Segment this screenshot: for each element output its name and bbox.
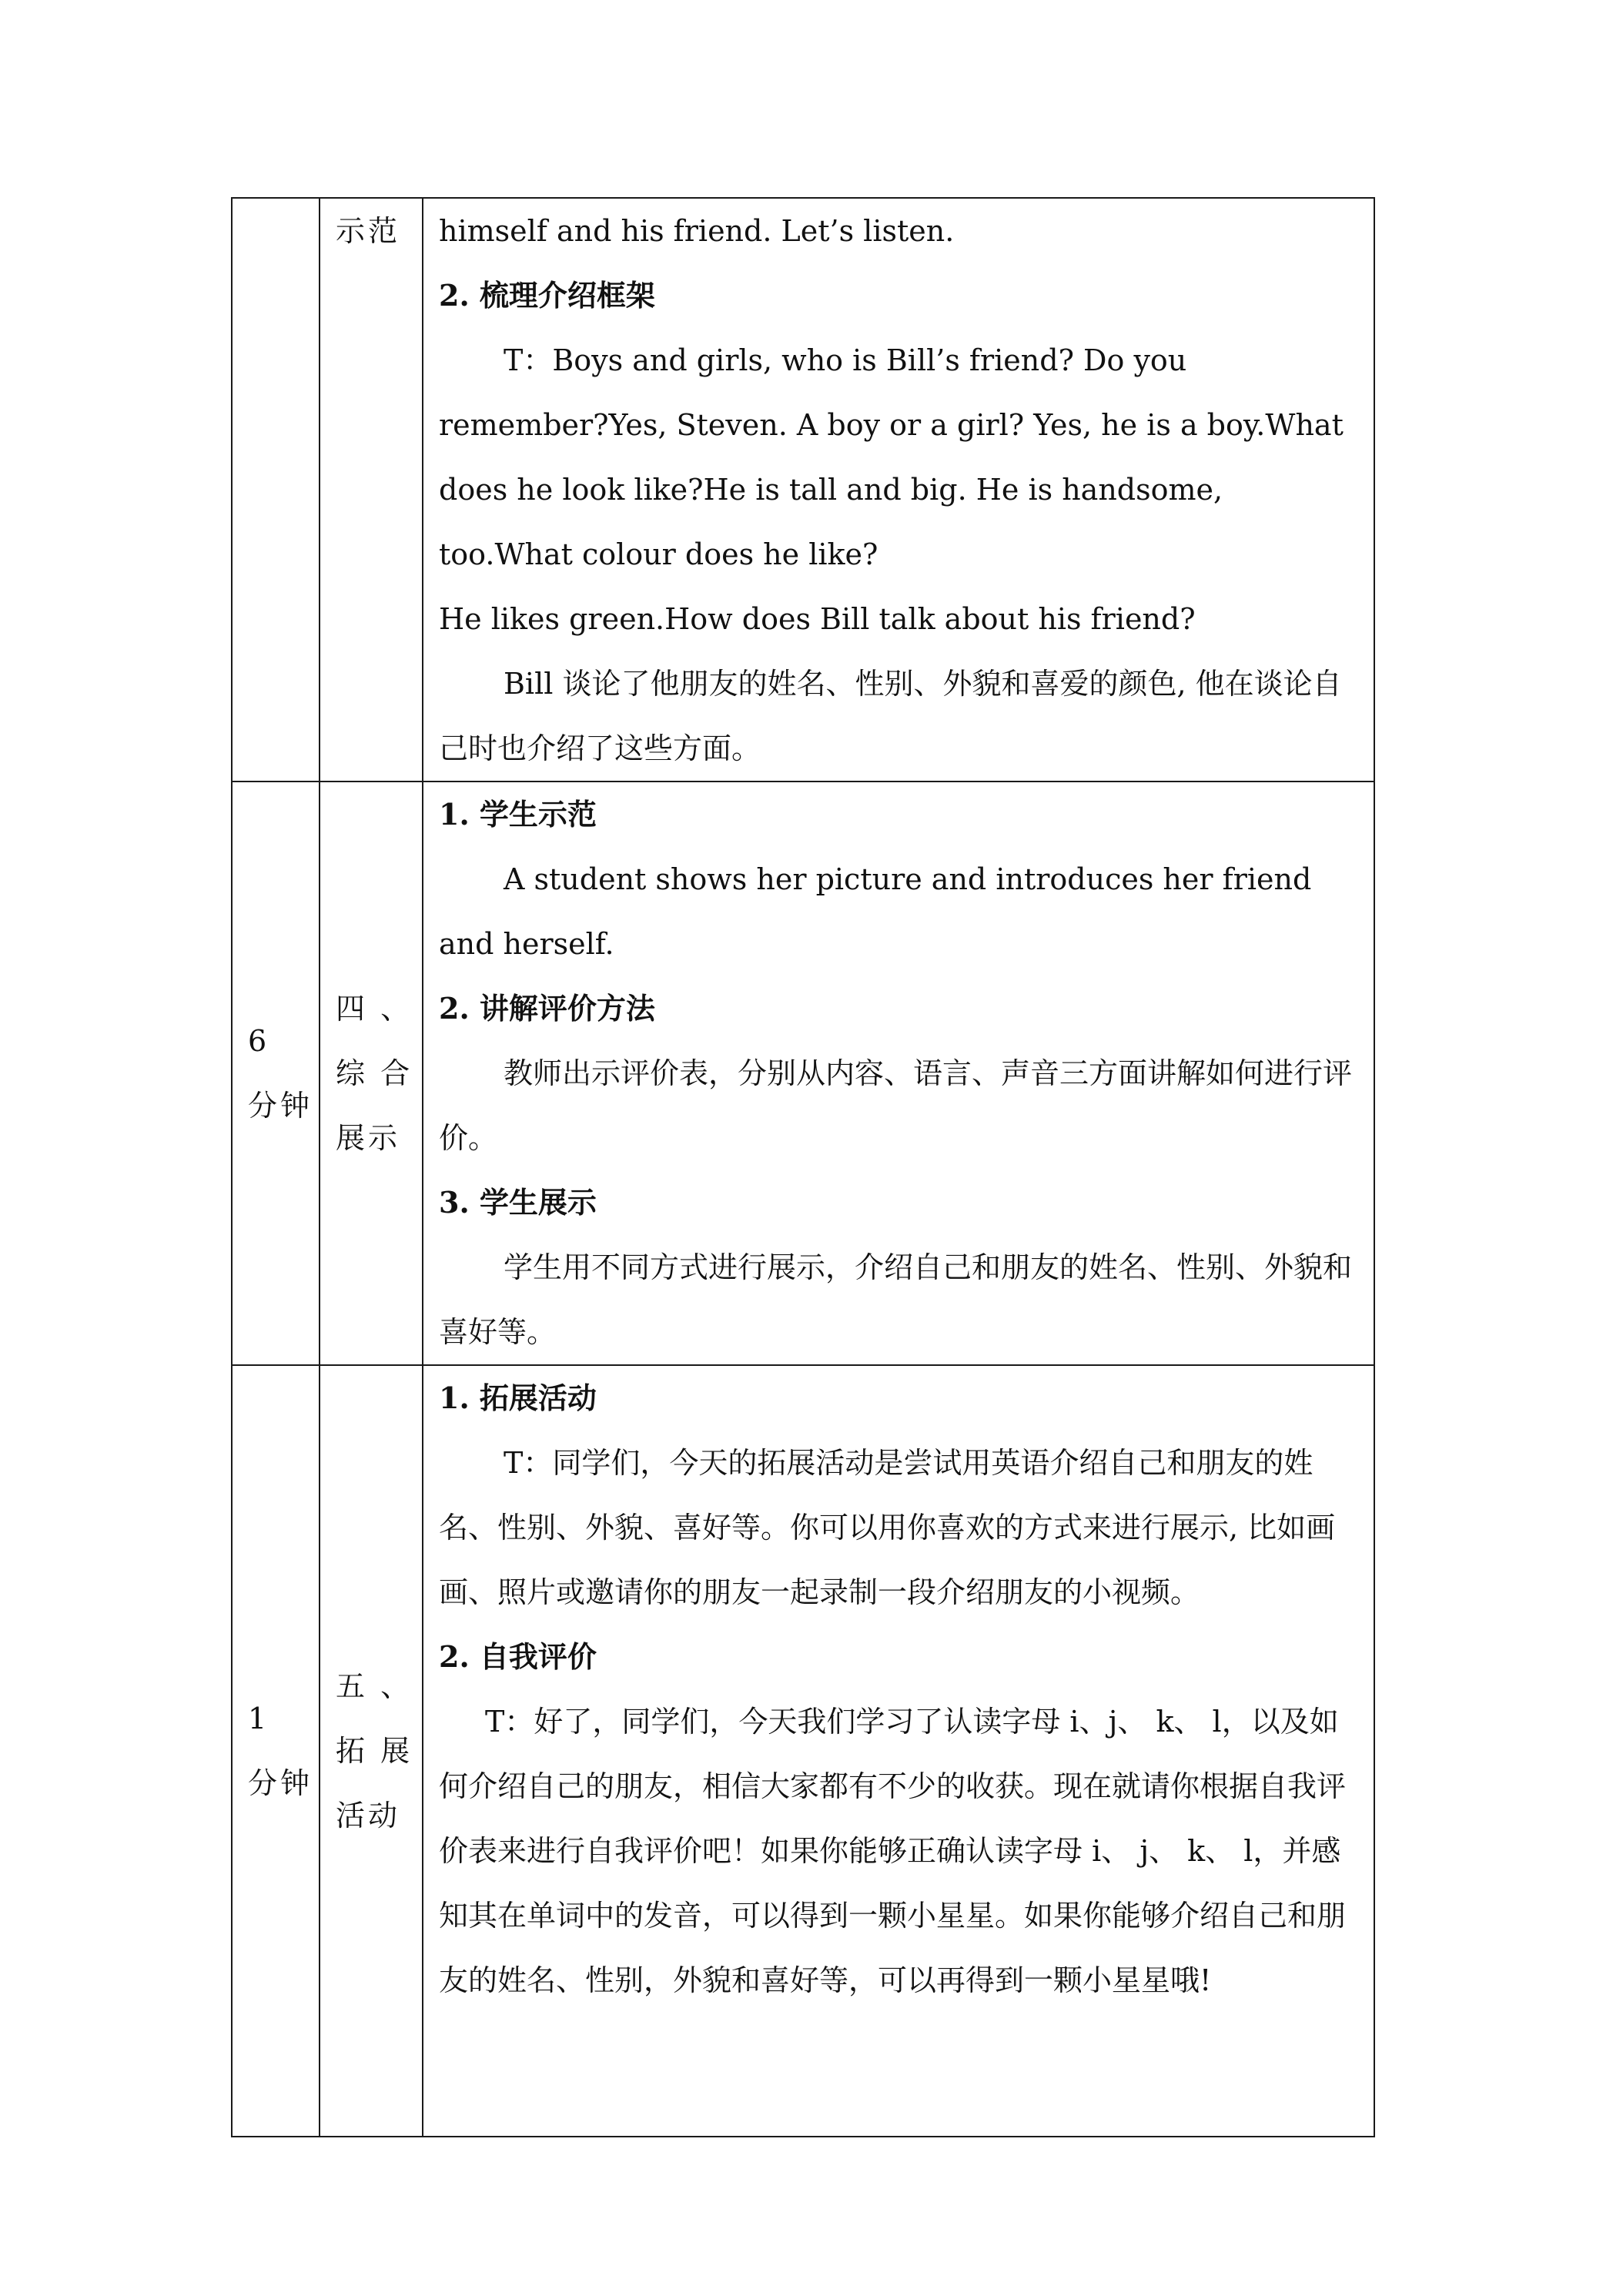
- content-heading: 2. 讲解评价方法: [439, 991, 655, 1026]
- content-paragraph: T：Boys and girls, who is Bill’s friend? Do you remember?Yes, Steven. A boy or a girl? Yes, he is a boy.What does he look like?He is tall and big. He is handsome, too.What colour does he like?: [439, 343, 1344, 571]
- content-body: [423, 782, 1374, 1364]
- content-paragraph: 教师出示评价表，分别从内容、语言、声音三方面讲解如何进行评价。: [439, 1056, 1353, 1155]
- content-body: [423, 199, 1374, 781]
- content-paragraph: T：好了，同学们，今天我们学习了认读字母 i、j、 k、 l，以及如何介绍自己的朋友，相信大家都有不少的收获。现在就请你根据自我评价表来进行自我评价吧！如果你能够正确认读字母 i、 j、 k、 l，并感知其在单词中的发音，可以得到一颗小星星。如果你能够介绍自己和朋友的姓名、性别，外貌和喜好等，可以再得到一颗小星星哦!: [439, 1705, 1347, 1997]
- content-paragraph: Bill 谈论了他朋友的姓名、性别、外貌和喜爱的颜色, 他在谈论自己时也介绍了这些方面。: [439, 667, 1342, 765]
- content-cell: [423, 198, 1374, 782]
- content-cell: [423, 1365, 1374, 2137]
- table-row: [232, 782, 1374, 1365]
- stage-cell: [320, 198, 423, 782]
- time-cell: [232, 782, 320, 1365]
- time-text: 6 分钟: [248, 1024, 313, 1123]
- content-paragraph: 学生用不同方式进行展示，介绍自己和朋友的姓名、性别、外貌和喜好等。: [439, 1250, 1353, 1349]
- table-row: [232, 1365, 1374, 2137]
- stage-cell: [320, 782, 423, 1365]
- content-heading: 1. 学生示范: [439, 797, 597, 832]
- stage-text: 五 、拓 展活动: [336, 1669, 413, 1832]
- table-row: [232, 198, 1374, 782]
- content-paragraph: T：同学们，今天的拓展活动是尝试用英语介绍自己和朋友的姓名、性别、外貌、喜好等。你可以用你喜欢的方式来进行展示, 比如画画、照片或邀请你的朋友一起录制一段介绍朋友的小视频。: [439, 1446, 1336, 1609]
- stage-text: 示范: [336, 214, 401, 248]
- stage-text: 四 、综 合展示: [336, 992, 413, 1155]
- content-paragraph: himself and his friend. Let’s listen.: [439, 214, 955, 248]
- content-heading: 2. 自我评价: [439, 1639, 597, 1674]
- content-heading: 1. 拓展活动: [439, 1381, 597, 1415]
- time-text: 1 分钟: [248, 1702, 313, 1800]
- content-body: [423, 1366, 1374, 2013]
- time-cell: [232, 1365, 320, 2137]
- lesson-plan-table: [231, 197, 1375, 2137]
- content-heading: 2. 梳理介绍框架: [439, 278, 655, 313]
- stage-cell: [320, 1365, 423, 2137]
- content-heading: 3. 学生展示: [439, 1185, 597, 1220]
- content-paragraph: He likes green.How does Bill talk about his friend?: [439, 602, 1196, 636]
- content-paragraph: A student shows her picture and introduces her friend and herself.: [439, 862, 1312, 961]
- content-cell: [423, 782, 1374, 1365]
- time-cell: [232, 198, 320, 782]
